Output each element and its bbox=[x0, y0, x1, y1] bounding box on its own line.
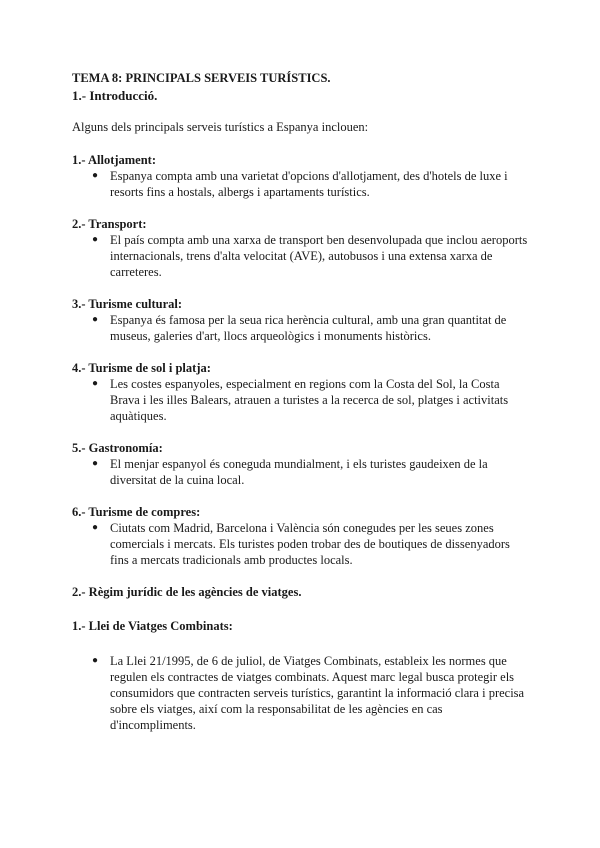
list-item bbox=[72, 520, 528, 568]
section-title: 6.- Turisme de compres: bbox=[72, 505, 201, 519]
section-title: 5.- Gastronomía: bbox=[72, 441, 163, 455]
section-title: 2.- Transport: bbox=[72, 217, 147, 231]
section-turisme-cultural bbox=[72, 296, 528, 344]
list-item-text: El país compta amb una xarxa de transport ben desenvolupada que inclou aeroports internacionals, trens d'alta velocitat (AVE), autobusos i una extensa xarxa de carreteres. bbox=[110, 233, 528, 279]
list-item bbox=[72, 456, 528, 488]
list-item-text: Les costes espanyoles, especialment en regions com la Costa del Sol, la Costa Brava i les illes Balears, atrauen a turistes a la recerca de sol, platges i activitats aquàtiques. bbox=[110, 377, 509, 423]
section-compres bbox=[72, 504, 528, 568]
list-item bbox=[72, 168, 528, 200]
list-item-text: Espanya compta amb una varietat d'opcions d'allotjament, des d'hotels de luxe i resorts fins a hostals, albergs i apartaments turístics. bbox=[110, 169, 508, 199]
list-item bbox=[72, 232, 528, 280]
section-title: 4.- Turisme de sol i platja: bbox=[72, 361, 211, 375]
bullet-icon: ● bbox=[92, 234, 99, 245]
section-gastronomia bbox=[72, 440, 528, 488]
heading-regim-juridic: 2.- Règim jurídic de les agències de viatges. bbox=[72, 585, 302, 599]
document-title: TEMA 8: PRINCIPALS SERVEIS TURÍSTICS. bbox=[72, 71, 331, 85]
list-item-text: Espanya és famosa per la seua rica herència cultural, amb una gran quantitat de museus, galeries d'art, llocs arqueològics i monuments històrics. bbox=[110, 313, 507, 343]
intro-paragraph: Alguns dels principals serveis turístics a Espanya inclouen: bbox=[72, 120, 369, 134]
list-item-text: El menjar espanyol és coneguda mundialment, i els turistes gaudeixen de la diversitat de la cuina local. bbox=[110, 457, 488, 487]
section-title: 1.- Allotjament: bbox=[72, 153, 157, 167]
bullet-icon: ● bbox=[92, 314, 99, 325]
list-item bbox=[72, 312, 528, 344]
bullet-icon: ● bbox=[92, 458, 99, 469]
heading-introduction: 1.- Introducció. bbox=[72, 88, 158, 103]
bullet-icon: ● bbox=[92, 655, 99, 666]
bullet-icon: ● bbox=[92, 522, 99, 533]
section-sol-i-platja bbox=[72, 360, 528, 424]
list-item-text: La Llei 21/1995, de 6 de juliol, de Viatges Combinats, estableix les normes que regulen els contractes de viatges combinats. Aquest marc legal busca protegir els consumidors que contracten serveis turístics, garantint la informació clara i precisa sobre els viatges, així com la responsabilitat de les agències en cas d'incompliments. bbox=[110, 654, 525, 732]
section-transport bbox=[72, 216, 528, 280]
list-item-text: Ciutats com Madrid, Barcelona i València són conegudes per les seues zones comercials i mercats. Els turistes poden trobar des de boutiques de dissenyadors fins a mercats tradicionals amb productes locals. bbox=[110, 521, 510, 567]
document-page bbox=[72, 70, 528, 733]
bullet-icon: ● bbox=[92, 170, 99, 181]
list-item bbox=[72, 376, 528, 424]
law-title: 1.- Llei de Viatges Combinats: bbox=[72, 619, 233, 633]
section-allotjament bbox=[72, 152, 528, 200]
bullet-icon: ● bbox=[92, 378, 99, 389]
list-item bbox=[72, 653, 528, 733]
section-title: 3.- Turisme cultural: bbox=[72, 297, 183, 311]
